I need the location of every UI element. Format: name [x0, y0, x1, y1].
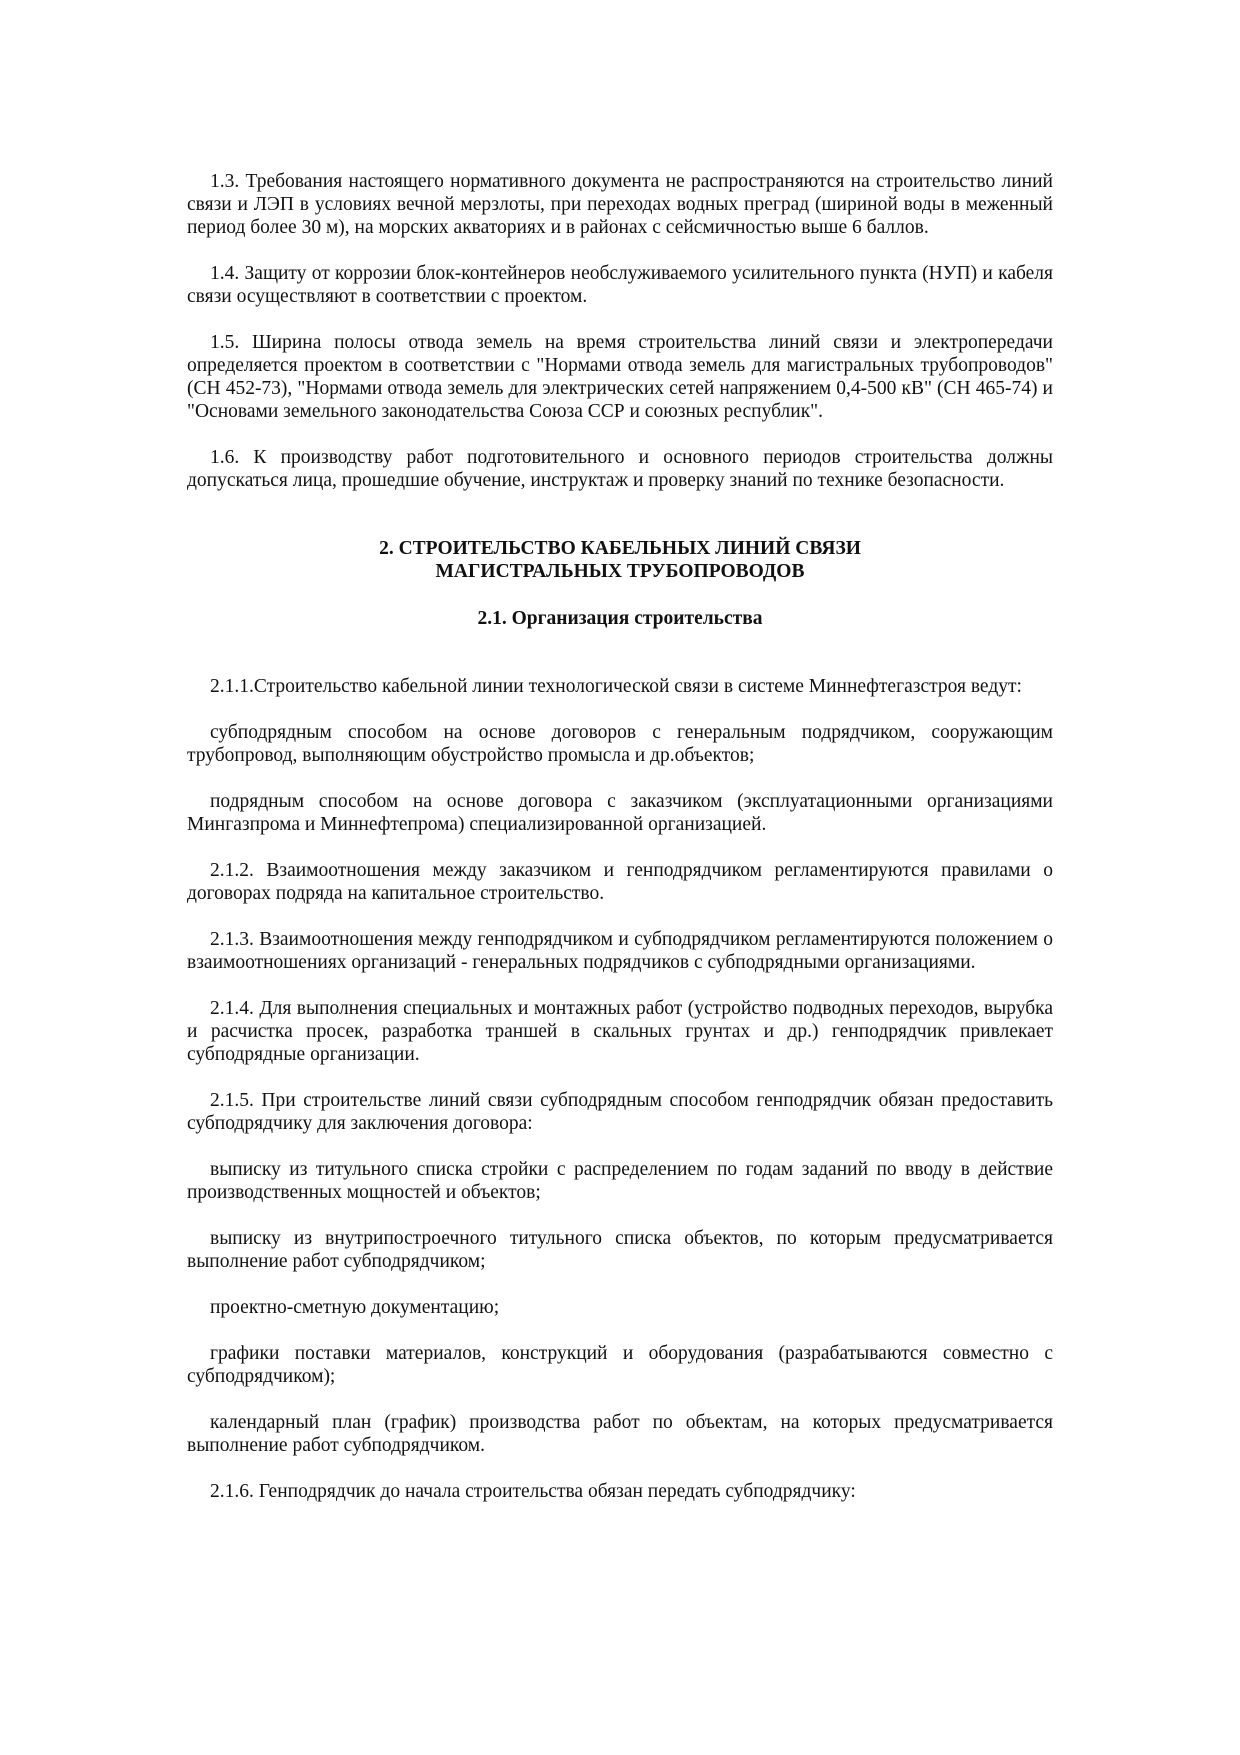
section-heading-line-2: МАГИСТРАЛЬНЫХ ТРУБОПРОВОДОВ — [435, 561, 805, 582]
section-heading — [187, 537, 1053, 583]
list-item-internal-title-list: выписку из внутрипостроечного титульного списка объектов, по которым предусматривается выполнение работ субподрядчиком; — [187, 1228, 1053, 1272]
paragraph-1-4: 1.4. Защиту от коррозии блок-контейнеров необслуживаемого усилительного пункта (НУП) и кабеля связи осуществляют в соответствии с проектом. — [187, 263, 1053, 307]
list-item-title-list-extract: выписку из титульного списка стройки с распределением по годам заданий по вводу в действие производственных мощностей и объектов; — [187, 1159, 1053, 1203]
list-item-contract: подрядным способом на основе договора с заказчиком (эксплуатационными организациями Мингазпрома и Миннефтепрома) специализированной организацией. — [187, 791, 1053, 835]
list-item-calendar-plan: календарный план (график) производства работ по объектам, на которых предусматривается выполнение работ субподрядчиком. — [187, 1412, 1053, 1456]
paragraph-2-1-3: 2.1.3. Взаимоотношения между генподрядчиком и субподрядчиком регламентируются положением о взаимоотношениях организаций - генеральных подрядчиков с субподрядными организациями. — [187, 929, 1053, 973]
section-heading-line-1: 2. СТРОИТЕЛЬСТВО КАБЕЛЬНЫХ ЛИНИЙ СВЯЗИ — [379, 538, 861, 559]
paragraph-2-1-5: 2.1.5. При строительстве линий связи субподрядным способом генподрядчик обязан предоставить субподрядчику для заключения договора: — [187, 1090, 1053, 1134]
paragraph-2-1-4: 2.1.4. Для выполнения специальных и монтажных работ (устройство подводных переходов, вырубка и расчистка просек, разработка траншей в скальных грунтах и др.) генподрядчик привлекает субподрядные организации. — [187, 998, 1053, 1065]
paragraph-1-3: 1.3. Требования настоящего нормативного документа не распространяются на строительство линий связи и ЛЭП в условиях вечной мерзлоты, при переходах водных преград (шириной воды в меженный период более 30 м), на морских акваториях и в районах с сейсмичностью выше 6 баллов. — [187, 171, 1053, 238]
paragraph-2-1-2: 2.1.2. Взаимоотношения между заказчиком и генподрядчиком регламентируются правилами о договорах подряда на капитальное строительство. — [187, 860, 1053, 904]
paragraph-2-1-1: 2.1.1.Строительство кабельной линии технологической связи в системе Миннефтегазстроя ведут: — [210, 676, 1022, 697]
list-item-subcontract: субподрядным способом на основе договоров с генеральным подрядчиком, сооружающим трубопровод, выполняющим обустройство промысла и др.объектов; — [187, 722, 1053, 766]
document-page — [187, 170, 1053, 1526]
subsection-heading: 2.1. Организация строительства — [477, 608, 763, 629]
paragraph-1-6: 1.6. К производству работ подготовительного и основного периодов строительства должны допускаться лица, прошедшие обучение, инструктаж и проверку знаний по технике безопасности. — [187, 447, 1053, 491]
paragraph-1-5: 1.5. Ширина полосы отвода земель на время строительства линий связи и электропередачи определяется проектом в соответствии с "Нормами отвода земель для магистральных трубопроводов" (СН 452-73), "Нормами отвода земель для электрических сетей напряжением 0,4-500 кВ" (СН 465-74) и "Основами земельного законодательства Союза ССР и союзных республик". — [187, 332, 1053, 422]
list-item-design-docs: проектно-сметную документацию; — [210, 1297, 500, 1318]
list-item-supply-schedules: графики поставки материалов, конструкций и оборудования (разрабатываются совместно с субподрядчиком); — [187, 1343, 1053, 1387]
paragraph-2-1-6: 2.1.6. Генподрядчик до начала строительства обязан передать субподрядчику: — [210, 1481, 856, 1502]
